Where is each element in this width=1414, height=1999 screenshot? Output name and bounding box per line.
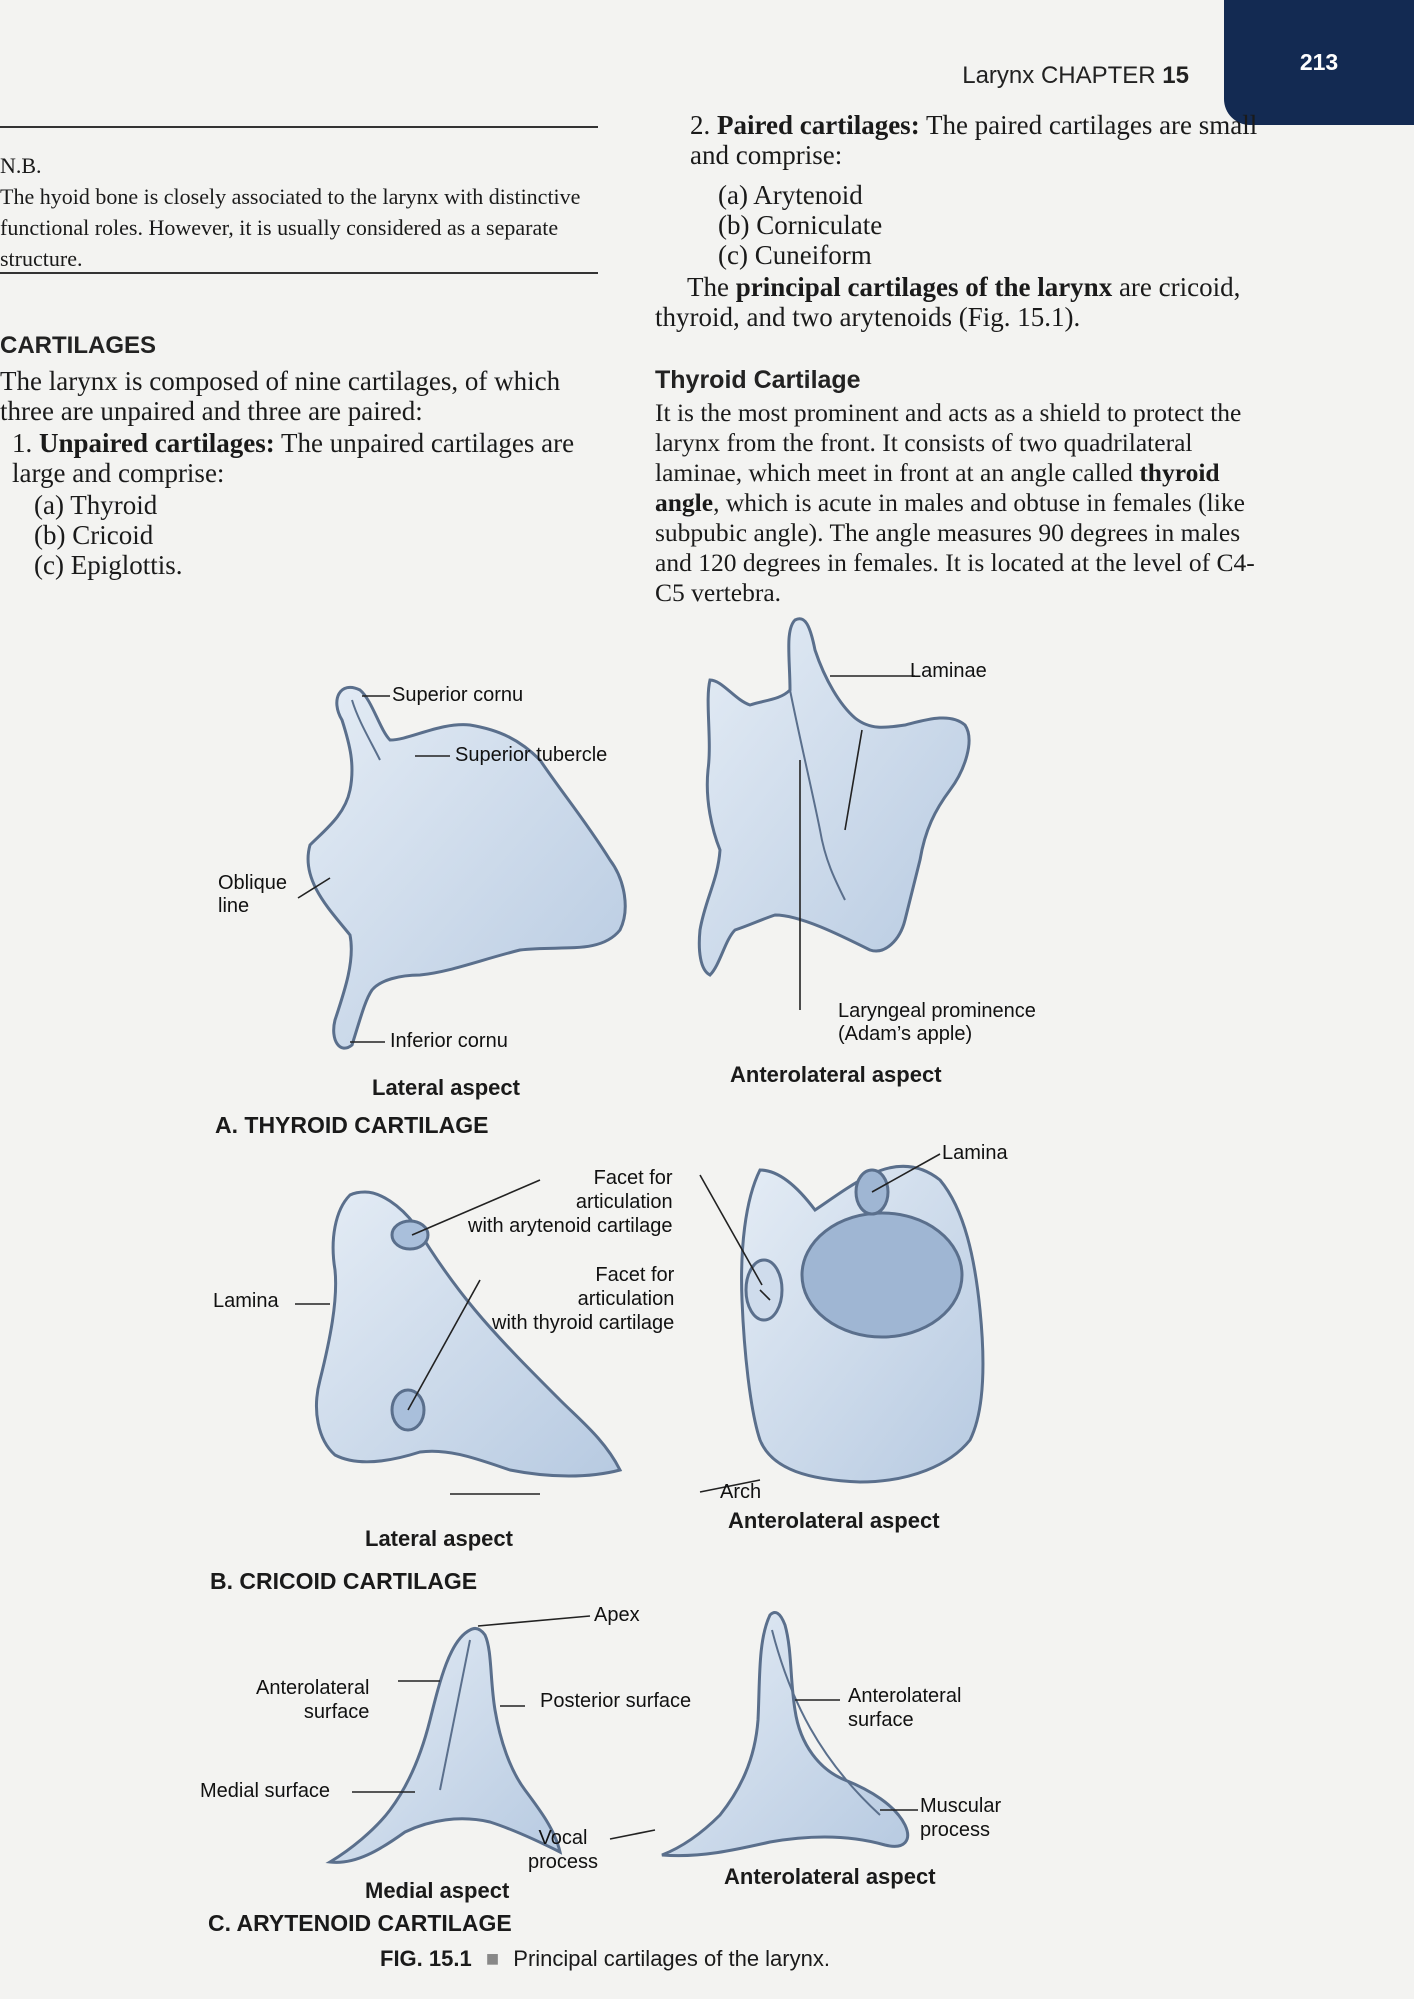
- label-muscular-process: Muscular process: [920, 1795, 1002, 1841]
- label-anterolateral-surface-left: Anterolateral surface: [256, 1677, 370, 1723]
- arytenoid-medial-drawing: [330, 1628, 560, 1862]
- cricoid-anterolateral-caption: Anterolateral aspect: [728, 1508, 940, 1533]
- label-lamina-right: Lamina: [942, 1142, 1008, 1164]
- paired-item: (a) Arytenoid: [718, 180, 863, 210]
- thyroid-angle-term: thyroid angle: [655, 458, 1220, 517]
- label-lamina-left: Lamina: [213, 1290, 279, 1312]
- label-posterior-surface: Posterior surface: [540, 1690, 692, 1712]
- label-arch: Arch: [720, 1481, 762, 1503]
- unpaired-text: The unpaired cartilages are large and comprise:: [12, 428, 575, 488]
- principal-post: are cricoid, thyroid, and two arytenoids (Fig. 15.1).: [655, 272, 1241, 332]
- label-superior-cornu: Superior cornu: [392, 684, 524, 706]
- arytenoid-anterolateral-caption: Anterolateral aspect: [724, 1864, 936, 1889]
- thyroid-anterolateral-caption: Anterolateral aspect: [730, 1062, 942, 1087]
- principal-pre: The: [687, 272, 736, 302]
- label-vocal-process: Vocal process: [528, 1827, 599, 1873]
- paired-label: Paired cartilages:: [717, 110, 920, 140]
- arytenoid-title: C. ARYTENOID CARTILAGE: [208, 1910, 512, 1936]
- cartilages-intro: The larynx is composed of nine cartilages, of which three are unpaired and three are paired:: [0, 366, 561, 426]
- thyroid-heading: Thyroid Cartilage: [655, 366, 861, 394]
- thyroid-lateral-caption: Lateral aspect: [372, 1075, 520, 1100]
- arytenoid-anterolateral-drawing: [662, 1612, 908, 1855]
- label-apex: Apex: [594, 1604, 640, 1626]
- figure-caption-label: FIG. 15.1: [380, 1946, 472, 1971]
- cricoid-lateral-caption: Lateral aspect: [365, 1526, 513, 1551]
- paired-text: The paired cartilages are small and comprise:: [690, 110, 1258, 170]
- figure-caption-text: Principal cartilages of the larynx.: [513, 1946, 830, 1971]
- thyroid-title: A. THYROID CARTILAGE: [215, 1112, 489, 1138]
- arytenoid-medial-caption: Medial aspect: [365, 1878, 510, 1903]
- thyroid-text-2: , which is acute in males and obtuse in females (like subpubic angle). The angle measures 90 degrees in males and 120 degrees in females. It is located at the level of C4-C5 vertebra.: [655, 488, 1255, 607]
- page-number: 213: [1299, 49, 1339, 75]
- paired-item: (b) Corniculate: [718, 210, 883, 240]
- label-anterolateral-surface-right: Anterolateral surface: [848, 1685, 962, 1731]
- thyroid-lateral-drawing: [308, 687, 625, 1048]
- running-head-prefix: Larynx CHAPTER: [962, 62, 1163, 89]
- unpaired-prefix: 1.: [12, 428, 39, 458]
- figure-caption: [380, 1946, 830, 1972]
- label-superior-tubercle: Superior tubercle: [455, 744, 608, 766]
- label-oblique-line: Oblique line: [218, 872, 287, 917]
- unpaired-item: (b) Cricoid: [34, 520, 154, 550]
- cricoid-title: B. CRICOID CARTILAGE: [210, 1568, 478, 1594]
- unpaired-item: (c) Epiglottis.: [34, 550, 183, 580]
- unpaired-label: Unpaired cartilages:: [39, 428, 275, 458]
- note-text: The hyoid bone is closely associated to the larynx with distinctive functional roles. However, it is usually considered as a separate structure.: [0, 184, 581, 271]
- note-label: N.B.: [0, 153, 42, 178]
- chapter-number: 15: [1162, 62, 1189, 89]
- figure-caption-separator: ■: [485, 1946, 500, 1971]
- cartilages-heading: CARTILAGES: [0, 332, 156, 359]
- label-medial-surface: Medial surface: [200, 1780, 331, 1802]
- label-laminae: Laminae: [910, 660, 987, 682]
- thyroid-text-1: It is the most prominent and acts as a shield to protect the larynx from the front. It consists of two quadrilateral laminae, which meet in front at an angle called: [655, 398, 1242, 487]
- label-facet-thyroid: Facet for articulation with thyroid cartilage: [492, 1264, 675, 1334]
- label-laryngeal-prominence: Laryngeal prominence (Adam’s apple): [838, 1000, 1036, 1045]
- label-facet-arytenoid: Facet for articulation with arytenoid cartilage: [468, 1167, 673, 1237]
- label-inferior-cornu: Inferior cornu: [390, 1030, 508, 1052]
- paired-prefix: 2.: [690, 110, 717, 140]
- paired-item: (c) Cuneiform: [718, 240, 872, 270]
- cricoid-anterolateral-drawing: [742, 1166, 983, 1482]
- principal-bold: principal cartilages of the larynx: [735, 272, 1113, 302]
- unpaired-item: (a) Thyroid: [34, 490, 158, 520]
